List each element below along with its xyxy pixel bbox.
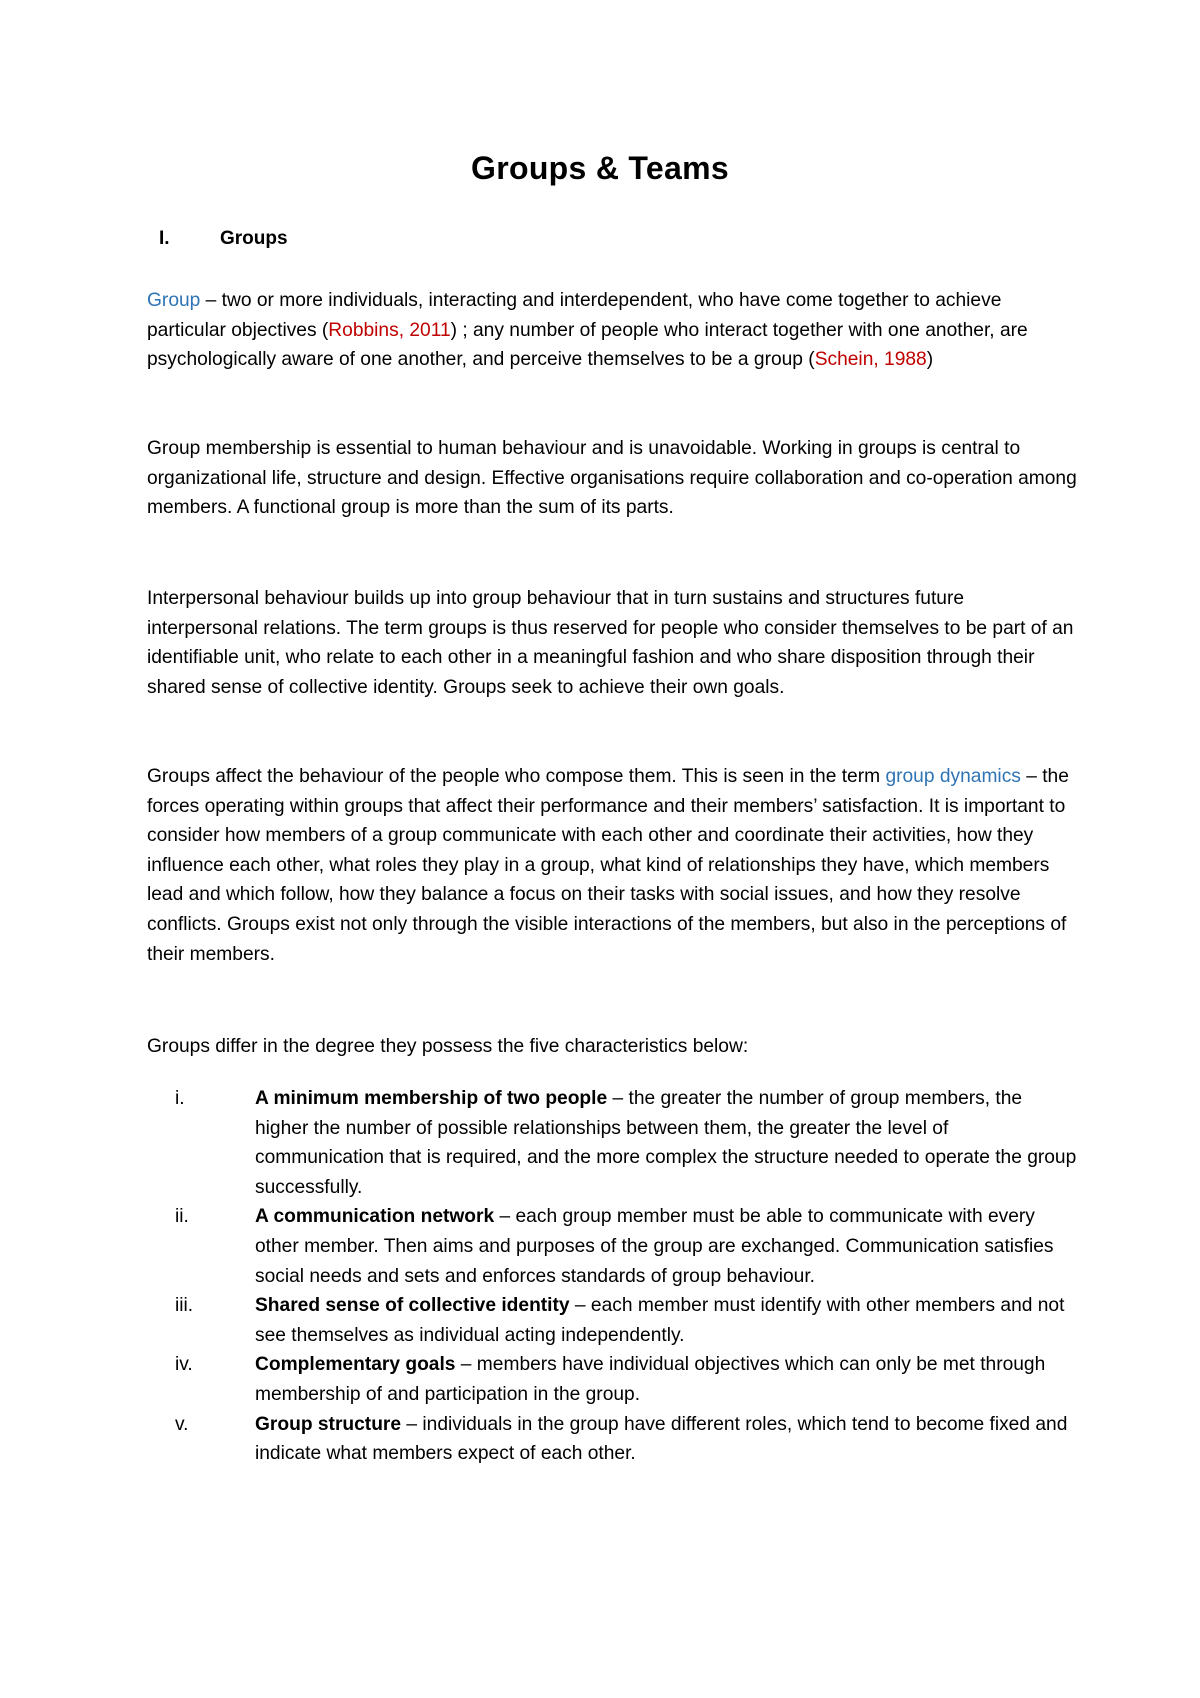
list-marker: iii. — [175, 1295, 194, 1317]
list-item-term: Group structure — [255, 1413, 402, 1435]
list-item: ii. A communication network – each group member must be able to communicate with every other member. Then aims and purposes of the group are exchanged. Communication satisfies social needs and sets and enforces standards of group behaviour. — [147, 1202, 1077, 1291]
characteristics-list — [147, 1084, 1077, 1469]
list-item: iv. Complementary goals – members have individual objectives which can only be met through membership of and participation in the group. — [147, 1350, 1077, 1409]
section-label: Groups — [220, 228, 288, 249]
list-marker: ii. — [175, 1206, 189, 1228]
section-number: I. — [159, 228, 170, 249]
list-item: i. A minimum membership of two people – the greater the number of group members, the higher the number of possible relationships between them, the greater the level of communication that is required, and the more complex the structure needed to operate the group successfully. — [147, 1084, 1077, 1202]
list-item-term: Shared sense of collective identity — [255, 1295, 570, 1317]
list-marker: v. — [175, 1413, 189, 1435]
term-group-dynamics: group dynamics — [885, 766, 1021, 787]
page-title: Groups & Teams — [471, 150, 729, 186]
paragraph-interpersonal: Interpersonal behaviour builds up into group behaviour that in turn sustains and structures future interpersonal relations. The term groups is thus reserved for people who consider themselves to be part of an identifiable unit, who relate to each other in a meaningful fashion and who share disposition through their shared sense of collective identity. Groups seek to achieve their own goals. — [147, 588, 1074, 698]
paragraph-group-dynamics: Groups affect the behaviour of the people who compose them. This is seen in the term group dynamics – the forces operating within groups that affect their performance and their members’ satisfaction. It is important to consider how members of a group communicate with each other and coordinate their activities, how they influence each other, what roles they play in a group, what kind of relationships they have, which members lead and which follow, how they balance a focus on their tasks with social issues, and how they resolve conflicts. Groups exist not only through the visible interactions of the members, but also in the perceptions of their members. — [147, 766, 1069, 965]
list-item-term: A communication network — [255, 1206, 495, 1228]
term-group: Group — [147, 290, 201, 311]
list-item-term: A minimum membership of two people — [255, 1088, 608, 1109]
list-item: v. Group structure – individuals in the group have different roles, which tend to become fixed and indicate what members expect of each other. — [147, 1410, 1077, 1469]
paragraph-group-definition: Group – two or more individuals, interacting and interdependent, who have come together to achieve particular objectives (Robbins, 2011) ; any number of people who interact together with one another, are psychologically aware of one another, and perceive themselves to be a group (Schein, 1988) — [147, 290, 1028, 371]
list-item-term: Complementary goals — [255, 1354, 456, 1376]
citation-robbins: Robbins, 2011 — [328, 319, 451, 341]
citation-schein: Schein, 1988 — [814, 349, 927, 371]
paragraph-characteristics-intro: Groups differ in the degree they possess the five characteristics below: — [147, 1036, 749, 1057]
list-item: iii. Shared sense of collective identity – each member must identify with other members and not see themselves as individual acting independently. — [147, 1291, 1077, 1350]
section-heading — [159, 228, 288, 250]
paragraph-membership: Group membership is essential to human behaviour and is unavoidable. Working in groups is central to organizational life, structure and design. Effective organisations require collaboration and co-operation among members. A functional group is more than the sum of its parts. — [147, 438, 1077, 519]
list-marker: i. — [175, 1088, 185, 1109]
list-marker: iv. — [175, 1354, 193, 1376]
